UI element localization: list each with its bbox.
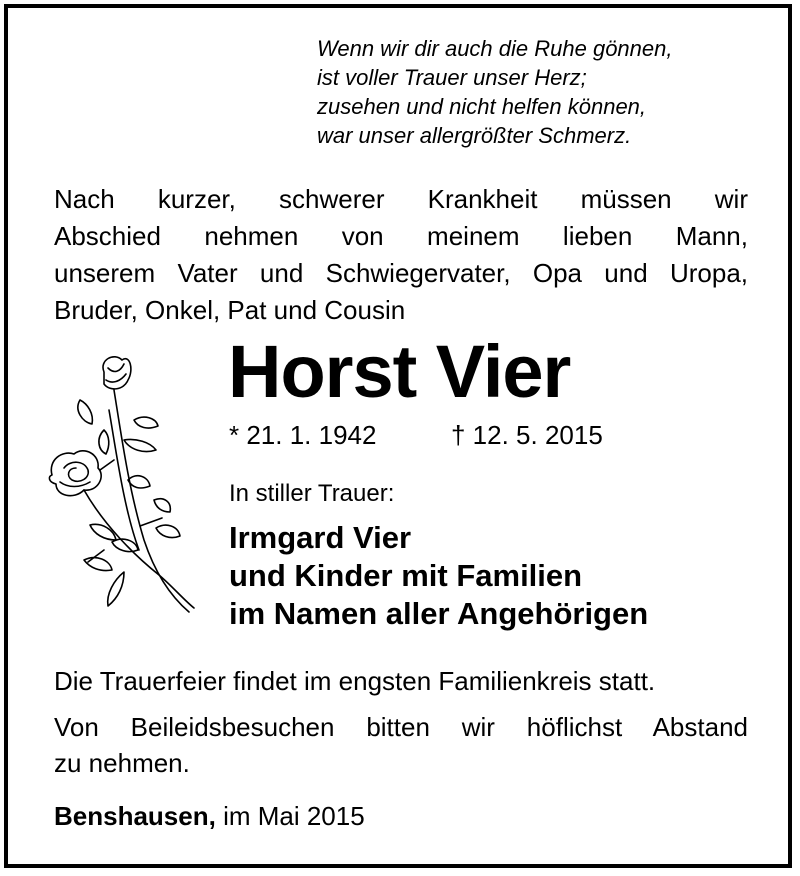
deceased-name: Horst Vier [228, 330, 571, 413]
intro-text [54, 181, 748, 329]
condolence-line: Von Beileidsbesuchen bitten wir höflichst Abstand [54, 712, 748, 742]
place: Benshausen, [54, 801, 216, 831]
date-line: im Mai 2015 [223, 801, 365, 831]
condolence-line: zu nehmen. [54, 748, 190, 778]
death-date: † 12. 5. 2015 [451, 420, 603, 450]
funeral-note: Die Trauerfeier findet im engsten Familienkreis statt. [54, 666, 656, 696]
birth-date: * 21. 1. 1942 [229, 420, 377, 450]
mourner-line: im Namen aller Angehörigen [229, 596, 649, 631]
mourner-line: und Kinder mit Familien [229, 558, 583, 593]
condolence-note [54, 709, 748, 781]
poem-line: zusehen und nicht helfen können, [317, 94, 647, 119]
poem [317, 34, 672, 150]
mourning-label: In stiller Trauer: [229, 480, 395, 507]
intro-line: Abschied nehmen von meinem lieben Mann, [54, 221, 748, 251]
mourner-line: Irmgard Vier [229, 520, 412, 555]
poem-line: Wenn wir dir auch die Ruhe gönnen, [317, 36, 673, 61]
intro-line: Nach kurzer, schwerer Krankheit müssen wir [54, 184, 748, 214]
rose-icon [44, 350, 204, 620]
place-date [54, 799, 365, 833]
poem-line: ist voller Trauer unser Herz; [317, 65, 587, 90]
mourners [229, 519, 648, 633]
poem-line: war unser allergrößter Schmerz. [317, 123, 632, 148]
intro-line: Bruder, Onkel, Pat und Cousin [54, 295, 406, 325]
life-dates [229, 420, 603, 450]
intro-line: unserem Vater und Schwiegervater, Opa und Uropa, [54, 258, 748, 288]
